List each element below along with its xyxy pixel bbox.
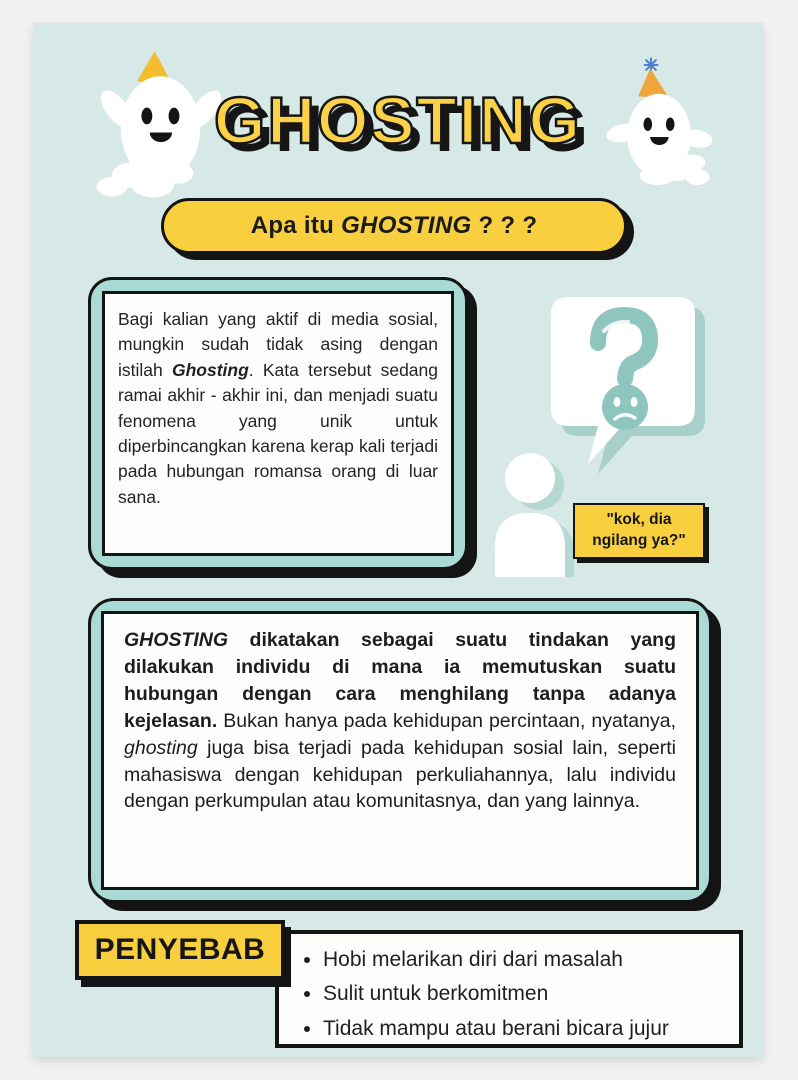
penyebab-list-box [275, 930, 743, 1048]
intro-panel [88, 277, 468, 570]
definition-card [101, 611, 699, 890]
text-segment: ghosting [124, 736, 198, 759]
quote-line-2: ngilang ya?" [592, 531, 686, 549]
question-banner [161, 198, 627, 254]
text-segment: Ghosting [171, 359, 249, 380]
text-segment: GHOSTING [124, 629, 229, 651]
definition-paragraph [124, 627, 676, 815]
quote-label [573, 503, 705, 559]
ghost-right-icon [603, 49, 723, 209]
party-hat-icon [638, 68, 669, 98]
penyebab-list [279, 934, 739, 1042]
intro-paragraph [118, 307, 438, 510]
penyebab-item: • Tidak mampu atau berani bicara jujur [323, 1016, 731, 1042]
definition-panel [88, 598, 712, 903]
text-segment: ? ? ? [471, 212, 538, 239]
intro-card [102, 291, 454, 556]
poster [33, 23, 763, 1057]
penyebab-item: • Sulit untuk berkomitmen [323, 981, 731, 1007]
penyebab-heading: PENYEBAB [75, 920, 285, 980]
poster-title: GHOSTING [213, 83, 582, 157]
text-segment: GHOSTING [341, 212, 472, 239]
text-segment: Bukan hanya pada kehidupan percintaan, nyatanya, [217, 709, 676, 732]
text-segment: dikatakan sebagai suatu tindakan yang dilakukan individu di mana ia memutuskan suatu hubungan dengan cara menghilang tanpa adanya kejelasan. [124, 629, 676, 732]
text-segment: Apa itu [250, 212, 342, 239]
question-banner-text [251, 212, 538, 240]
penyebab-item: • Hobi melarikan diri dari masalah [323, 947, 731, 973]
text-segment: juga bisa terjadi pada kehidupan sosial lain, seperti mahasiswa dengan kehidupan perkuliahannya, lalu individu dengan perkumpulan atau komunitasnya, dan yang lainnya. [124, 736, 676, 813]
text-segment: Bagi kalian yang aktif di media sosial, mungkin sudah tidak asing dengan istilah [118, 309, 438, 380]
text-segment: . Kata tersebut sedang ramai akhir - akhir ini, dan menjadi suatu fenomena yang unik untuk diperbincangkan karena kerap kali terjadi pada hubungan romansa orang di luar sana. [118, 359, 438, 507]
quote-line-1: "kok, dia [606, 511, 672, 528]
sad-face-icon [602, 384, 648, 430]
